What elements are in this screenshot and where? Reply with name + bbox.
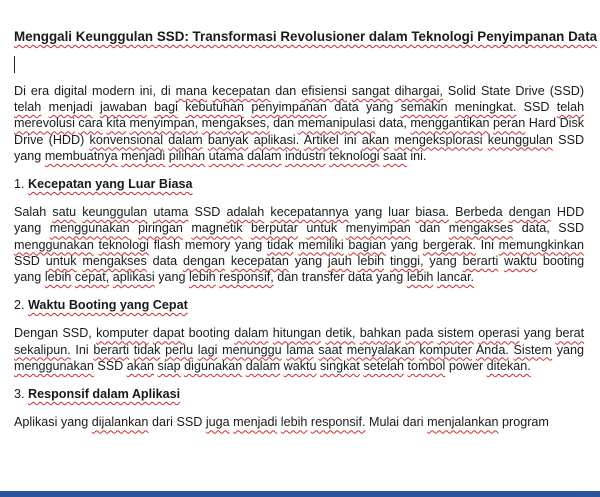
section-heading-1[interactable]: [14, 176, 584, 192]
word: data,: [378, 116, 407, 131]
word: Dengan: [14, 326, 59, 341]
word: aplikasi: [112, 270, 155, 285]
word: Ini: [480, 237, 494, 252]
word: menjadi: [48, 100, 93, 115]
word: menyalakan: [346, 342, 415, 357]
word: utama: [208, 148, 244, 163]
word: lebih: [280, 415, 308, 430]
section-number: 1.: [14, 177, 25, 192]
word: State: [480, 84, 511, 98]
word: booting: [188, 326, 230, 341]
word: waktu: [283, 358, 317, 373]
word: jawaban: [99, 100, 147, 115]
section-body-2[interactable]: [14, 325, 584, 374]
word: teknologi: [329, 148, 380, 163]
word: dijalankan: [91, 415, 149, 430]
word: Berbeda: [455, 205, 503, 220]
word: ini,: [139, 84, 156, 98]
word: SSD: [176, 415, 203, 430]
word: memanipulasi: [297, 116, 376, 131]
word: dengan: [508, 205, 551, 220]
word: konvensional: [89, 132, 164, 147]
word: memungkinkan: [498, 237, 585, 252]
word: (SSD): [549, 84, 585, 98]
word: dalam: [245, 358, 281, 373]
word: tinggi,: [389, 253, 424, 268]
word: Drive: [515, 84, 545, 98]
word: SSD,: [62, 326, 92, 341]
word: banyak: [207, 132, 249, 147]
word: yang: [60, 415, 89, 430]
word: data: [152, 253, 178, 268]
word: menjalankan: [427, 415, 499, 430]
word: pilihan: [168, 148, 206, 163]
word: modern: [92, 84, 135, 98]
word: Di: [14, 84, 26, 98]
word: untuk: [45, 253, 77, 268]
word: program: [502, 415, 549, 430]
word: Aplikasi: [14, 415, 58, 430]
word: mengakses: [82, 253, 147, 268]
word: era: [30, 84, 50, 98]
word: membuatnya: [44, 148, 118, 163]
word: yang: [365, 100, 394, 115]
word: menggantikan: [410, 116, 490, 131]
section-heading-text: Kecepatan yang Luar Biasa: [28, 177, 193, 192]
word: yang: [14, 221, 42, 236]
word: menyimpan: [345, 221, 411, 236]
intro-paragraph[interactable]: [14, 83, 584, 164]
word: menyimpan,: [129, 116, 199, 131]
word: menggunakan: [49, 221, 130, 236]
word: perlu: [165, 342, 194, 357]
word: aplikasi.: [253, 132, 300, 147]
word: responsif,: [219, 270, 274, 285]
word: juga: [205, 415, 230, 430]
word: bagi: [154, 100, 178, 115]
word: komputer: [419, 342, 472, 357]
word: di: [160, 84, 171, 98]
word: mana: [175, 84, 208, 98]
word: ini.: [410, 148, 427, 163]
word: mengeksplorasi: [394, 132, 483, 147]
word: kita: [106, 116, 127, 131]
word: Sistem: [513, 342, 553, 357]
word: singkat: [320, 358, 360, 373]
word: menggunakan: [14, 358, 94, 373]
word: Hard: [528, 116, 557, 131]
word: berarti: [93, 342, 130, 357]
word: keunggulan: [487, 132, 553, 147]
word: menjadi: [233, 415, 278, 430]
word: hitungan: [272, 326, 322, 341]
word: Salah: [14, 205, 47, 220]
document-body[interactable]: [14, 28, 598, 442]
word: berarti: [462, 253, 499, 268]
word: yang: [376, 270, 404, 285]
word: SSD: [558, 221, 585, 236]
word: telah: [14, 100, 42, 115]
word: dari: [402, 415, 424, 430]
window-bottom-bar: [0, 491, 600, 497]
word: dihargai,: [394, 84, 443, 98]
word: SSD: [14, 253, 40, 268]
word: lebih: [44, 270, 72, 285]
word: waktu: [504, 253, 537, 268]
word: bahkan: [359, 326, 402, 341]
word: yang: [294, 253, 323, 268]
word: dan: [419, 221, 441, 236]
text-cursor: [14, 56, 15, 73]
word: utama: [153, 205, 189, 220]
word: pada: [405, 326, 434, 341]
word: memiliki: [298, 237, 344, 252]
word: akan: [126, 358, 155, 373]
word: SSD: [194, 205, 221, 220]
word: dan: [277, 270, 299, 285]
word: adalah: [226, 205, 265, 220]
word: merevolusi: [14, 116, 75, 131]
document-title[interactable]: Menggali Keunggulan SSD: Transformasi Revolusioner dalam Teknologi Penyimpanan Data: [14, 29, 598, 44]
word: meningkat.: [454, 100, 517, 115]
word: responsif.: [310, 415, 366, 430]
word: jauh: [327, 253, 352, 268]
word: dapat: [152, 326, 185, 341]
section-heading-text: Responsif dalam Aplikasi: [28, 387, 181, 402]
word: lebih: [406, 270, 434, 285]
word: dari: [151, 415, 173, 430]
word: luar: [388, 205, 410, 220]
word: Mulai: [368, 415, 400, 430]
word: Ini: [75, 342, 89, 357]
word: (HDD): [48, 132, 85, 147]
word: cepat,: [74, 270, 110, 285]
word: SSD: [97, 358, 124, 373]
word: ini: [343, 132, 357, 147]
word: biasa.: [415, 205, 449, 220]
word: HDD: [556, 205, 585, 220]
word: booting: [542, 253, 585, 268]
word: Artikel: [303, 132, 339, 147]
word: digunakan: [184, 358, 243, 373]
word: ditekan.: [486, 358, 531, 373]
word: akan: [361, 132, 390, 147]
word: bergerak.: [422, 237, 477, 252]
word: operasi: [478, 326, 520, 341]
word: transfer: [301, 270, 345, 285]
word: kebutuhan: [185, 100, 245, 115]
word: yang: [14, 270, 42, 285]
word: data,: [521, 221, 550, 236]
word: dengan: [182, 253, 225, 268]
word: sistem: [437, 326, 475, 341]
word: penyimpanan: [251, 100, 327, 115]
word: saat: [318, 342, 343, 357]
word: teknologi: [98, 237, 149, 252]
section-heading-2[interactable]: [14, 297, 584, 313]
word: SSD: [558, 132, 585, 147]
word: yang: [556, 342, 585, 357]
word: siap: [157, 358, 181, 373]
word: industri: [284, 148, 326, 163]
word: Disk: [559, 116, 585, 131]
word: berat: [555, 326, 585, 341]
word: lebih: [357, 253, 385, 268]
word: semakin: [400, 100, 448, 115]
word: telah: [556, 100, 585, 115]
section-heading-text: Waktu Booting yang Cepat: [28, 298, 188, 313]
word: dan: [275, 84, 297, 98]
word: yang: [390, 237, 419, 252]
word: efisiensi: [301, 84, 347, 98]
word: tidak: [266, 237, 294, 252]
word: dalam: [234, 326, 269, 341]
word: yang: [429, 253, 457, 268]
word: peran: [493, 116, 526, 131]
word: kecepatannya: [270, 205, 349, 220]
word: setelah: [363, 358, 405, 373]
word: memory: [184, 237, 231, 252]
word: saat: [383, 148, 407, 163]
word: data: [334, 100, 359, 115]
word: yang: [158, 270, 186, 285]
word: cara: [78, 116, 103, 131]
word: dan: [273, 116, 295, 131]
section-body-1[interactable]: [14, 204, 584, 285]
word: bagian: [348, 237, 387, 252]
word: dalam: [168, 132, 203, 147]
word: data: [347, 270, 373, 285]
word: kecepatan: [230, 253, 289, 268]
word: berputar: [251, 221, 298, 236]
word: keunggulan: [82, 205, 148, 220]
word: tidak: [133, 342, 161, 357]
section-number: 3.: [14, 387, 25, 402]
word: detik,: [325, 326, 356, 341]
word: tombol: [407, 358, 446, 373]
word: yang: [14, 148, 42, 163]
word: lama: [286, 342, 314, 357]
word: lagi: [197, 342, 218, 357]
word: power: [448, 358, 484, 373]
word: lancar.: [436, 270, 475, 285]
section-number: 2.: [14, 298, 25, 313]
word: mengakses,: [201, 116, 270, 131]
word: dalam: [247, 148, 282, 163]
word: Anda.: [475, 342, 509, 357]
word: flash: [153, 237, 181, 252]
word: menjadi: [121, 148, 166, 163]
word: satu: [52, 205, 77, 220]
word: sangat: [351, 84, 390, 98]
word: menggunakan: [14, 237, 94, 252]
word: yang: [523, 326, 552, 341]
word: piringan: [138, 221, 183, 236]
section-heading-3[interactable]: [14, 386, 584, 402]
section-body-3[interactable]: [14, 414, 584, 430]
word: untuk: [306, 221, 338, 236]
word: kecepatan: [212, 84, 271, 98]
word: mengakses: [448, 221, 514, 236]
word: magnetik: [191, 221, 243, 236]
word: yang: [354, 205, 383, 220]
word: digital: [54, 84, 88, 98]
word: komputer: [96, 326, 149, 341]
word: SSD: [523, 100, 550, 115]
word: menunggu: [222, 342, 282, 357]
word: Solid: [447, 84, 476, 98]
word: Drive: [14, 132, 44, 147]
word: sekalipun.: [14, 342, 71, 357]
word: yang: [234, 237, 263, 252]
word: lebih: [189, 270, 216, 285]
